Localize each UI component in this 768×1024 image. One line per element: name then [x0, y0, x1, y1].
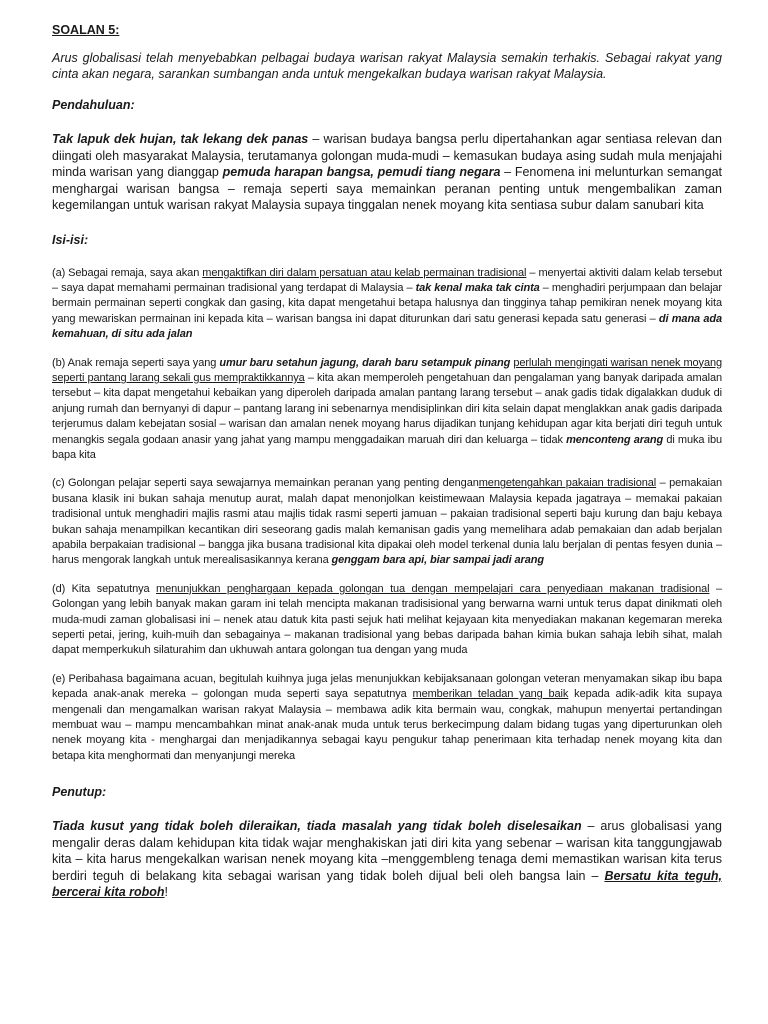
point-b-proverb: umur baru setahun jagung, darah baru setampuk pinang: [219, 356, 511, 369]
point-b-text: – kita akan memperoleh pengetahuan dan pengalaman yang banyak daripada amalan tersebut – kita dapat mengetahui kebaikan yang diperoleh daripada amalan pantang larang tersebut – anak gadis tidak digalakkan duduk di anjung rumah dan bernyanyi di dapur – pantang larang ini sebenarnya mendisiplinkan diri kita selain dapat menglakkan anak gadis daripada terjerumus dalam kebejatan sosial – warisan dan amalan nenek moyang harus dijadikan tunjang kehidupan agar kita berjati diri teguh untuk menangkis segala godaan anasir yang jahat yang mampu menggadaikan maruah diri dan keluarga – tidak: [52, 371, 722, 446]
point-d: [52, 582, 722, 659]
point-c-proverb: genggam bara api, biar sampai jadi arang: [331, 554, 544, 567]
conclusion-proverb: Tiada kusut yang tidak boleh dileraikan, tiada masalah yang tidak boleh diselesaikan: [52, 819, 582, 834]
point-e: [52, 672, 722, 764]
question-number-title: SOALAN 5:: [52, 23, 120, 37]
point-d-text: (d) Kita sepatutnya: [52, 582, 157, 595]
point-a-proverb: tak kenal maka tak cinta: [415, 281, 540, 294]
essay-page: [52, 22, 722, 901]
intro-text-1: – warisan budaya bangsa perlu dipertahankan agar sentiasa relevan dan diingati oleh masyarakat Malaysia, terutamanya golongan muda-mudi – kemasukan budaya asing sudah mula menjajahi minda warisan yang dianggap: [52, 132, 722, 179]
intro-proverb: Tak lapuk dek hujan, tak lekang dek panas: [52, 132, 309, 146]
point-b: [52, 356, 722, 464]
point-e-text: (e) Peribahasa bagaimana acuan, begitulah kuihnya juga jelas menunjukkan kebijaksanaan golongan veteran menyamakan sikap ibu bapa kepada anak-anak mereka – golongan muda seperti saya sepatutnya: [52, 672, 722, 701]
point-c-text: (c) Golongan pelajar seperti saya sewajarnya memainkan peranan yang penting dengan: [52, 477, 479, 490]
point-a: [52, 266, 722, 343]
point-e-text: kepada adik-adik kita supaya mengenali dan mengamalkan warisan rakyat Malaysia – membawa adik kita bermain wau, congkak, mahupun menyertai pertandingan membuat wau – mampu mencambahkan minat anak-anak muda untuk terus berkecimpung dalam bidang tugas yang diperturunkan oleh nenek moyang kita - menghargai dan menjadikannya sebagai kayu pengukur tahap penerimaan kita terhadap nenek moyang kita dan betapa kita menghormati dan menyanjungi mereka: [52, 688, 723, 762]
point-b-text: (b) Anak remaja seperti saya yang: [52, 356, 220, 369]
intro-phrase: pemuda harapan bangsa, pemudi tiang negara: [222, 165, 501, 179]
point-a-text: – menghadiri perjumpaan dan belajar bermain permainan seperti congkak dan gasing, kita dapat mengetahui betapa halusnya dan tingginya tahap pemikiran nenek moyang kita yang mewariskan permainan ini kepada kita – warisan bangsa ini dapat diturunkan dari satu generasi kepada satu generasi –: [52, 281, 722, 325]
point-d-main-idea: menunjukkan penghargaan kepada golongan tua dengan mempelajari cara penyediaan makanan tradisional: [156, 582, 710, 595]
body-heading: Isi-isi:: [52, 232, 89, 247]
point-e-main-idea: memberikan teladan yang baik: [412, 688, 569, 701]
point-a-main-idea: mengaktifkan diri dalam persatuan atau kelab permainan tradisional: [202, 266, 527, 279]
point-c: [52, 476, 722, 568]
point-b-proverb: menconteng arang: [566, 433, 664, 446]
point-d-text: – Golongan yang lebih banyak makan garam ini telah mencipta makanan tradisisional yang berwarna warni untuk terus dapat dinikmati oleh muda-mudi zaman globalisasi ini – nenek atau datuk kita pasti sejuk hati melihat kejayaan kita menyediakan makanan kegemaran mereka seperti petai, jering, kuih-muih dan sebagainya – makanan tradisional yang bebas daripada bahan kimia bukan sahaja lebih sihat, malah dapat memperkukuh silaturahim dan ukhuwah antara golongan tua dengan yang muda: [52, 582, 722, 657]
introduction-heading: Pendahuluan:: [52, 98, 135, 112]
introduction-paragraph: [52, 131, 722, 214]
closing-proverb: Bersatu kita teguh, bercerai kita roboh: [52, 868, 722, 900]
conclusion-paragraph: [52, 818, 722, 901]
point-a-proverb: di mana ada kemahuan, di situ ada jalan: [52, 312, 722, 341]
intro-text-2: – Fenomena ini melunturkan semangat menghargai warisan bangsa – remaja seperti saya memainkan peranan penting untuk mengembalikan zaman kegemilangan untuk warisan rakyat Malaysia supaya tinggalan nenek moyang kita sentiasa subur dalam sanubari kita: [52, 165, 722, 212]
conclusion-end-mark: !: [164, 885, 169, 900]
question-text: Arus globalisasi telah menyebabkan pelbagai budaya warisan rakyat Malaysia semakin terhakis. Sebagai rakyat yang cinta akan negara, sarankan sumbangan anda untuk mengekalkan budaya warisan rakyat Malaysia.: [52, 51, 722, 81]
point-c-text: – pemakaian busana klasik ini bukan sahaja menutup aurat, malah dapat menonjolkan keistimewaan Malaysia kepada jagatraya – memakai pakaian tradisional untuk menghadiri majlis rasmi atau majlis tidak rasmi seperti jamuan – pakaian tradisional seperti baju kurung dan baju kebaya bukan sahaja menampilkan kecantikan diri seseorang gadis malah kemanisan gadis yang memelihara adab pemakaian dan adab berjalan apabila berpakaian tradisional – bangga jika busana tradisional kita dipakai oleh model terkenal dunia lalu berjalan di pentas fesyen dunia – harus mengorak langkah untuk merealisasikannya kerana: [52, 477, 723, 567]
conclusion-heading: Penutup:: [52, 785, 107, 800]
point-b-text: di muka ibu bapa kita: [52, 433, 722, 461]
point-a-text: – menyertai aktiviti dalam kelab tersebut – saya dapat memahami permainan tradisional yang terdapat di Malaysia –: [52, 266, 722, 294]
point-b-main-idea: perlulah mengingati warisan nenek moyang seperti pantang larang sekali gus mempraktikkannya: [52, 356, 722, 384]
conclusion-text: – arus globalisasi yang mengalir deras dalam kehidupan kita tidak wajar menghakiskan jati diri kita yang sebenar – warisan kita tanggungjawab kita – kita harus mengekalkan warisan nenek moyang kita –menggembleng tenaga demi memastikan warisan kita terus berdiri teguh di belakang kita sebagai warisan yang tidak boleh dijual beli oleh bangsa lain –: [52, 819, 722, 883]
point-c-main-idea: mengetengahkan pakaian tradisional: [478, 477, 657, 490]
point-a-text: (a) Sebagai remaja, saya akan: [52, 266, 203, 279]
